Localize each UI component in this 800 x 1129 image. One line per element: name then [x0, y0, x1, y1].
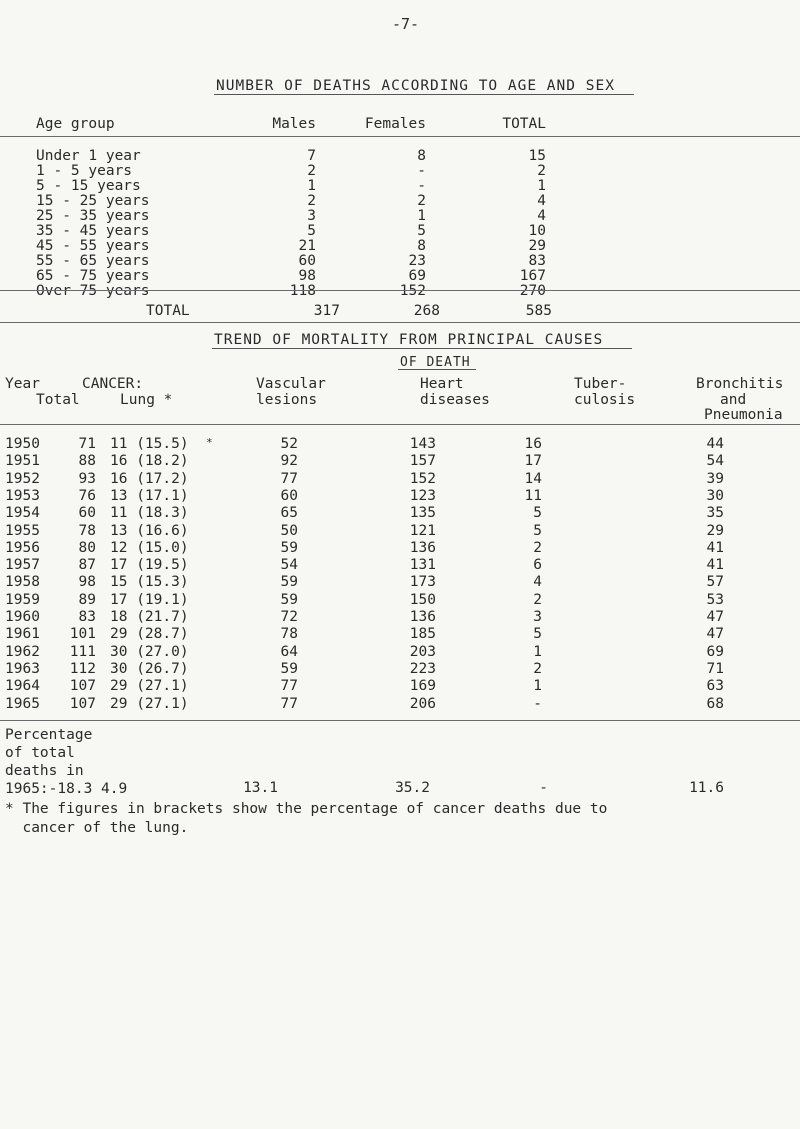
males-cell: 118	[289, 283, 316, 299]
vascular-lesions-cell: 64	[280, 643, 298, 660]
year-cell: 1953	[5, 487, 40, 504]
table1-total-rule-bottom	[0, 322, 800, 323]
header-heart: Heart	[420, 376, 464, 392]
total-cell: 4	[537, 208, 546, 224]
table1-total-row	[0, 303, 800, 322]
total-cell: 270	[519, 283, 546, 299]
percentage-label-2: of total	[5, 745, 75, 761]
page-number: -7-	[392, 15, 420, 33]
tuberculosis-cell: 4	[533, 574, 542, 591]
table2-title: TREND OF MORTALITY FROM PRINCIPAL CAUSES	[214, 332, 604, 348]
vascular-lesions-cell: 92	[280, 453, 298, 470]
bronchitis-pneumonia-cell: 63	[706, 678, 724, 695]
table2-title-underline	[212, 348, 632, 349]
age-group-cell: Over 75 years	[36, 283, 150, 299]
lung-cancer-cell: 30 (26.7)	[110, 660, 189, 677]
year-cell: 1950	[5, 436, 40, 452]
tuberculosis-cell: 11	[524, 487, 542, 504]
vascular-lesions-cell: 59	[280, 574, 298, 591]
males-cell: 1	[307, 178, 316, 194]
footnote-marker: *	[206, 436, 213, 449]
total-cell: 4	[537, 193, 546, 209]
table2-header-rule	[0, 424, 800, 425]
year-row	[0, 661, 800, 680]
percentage-label-3: deaths in	[5, 763, 84, 779]
header-males: Males	[272, 116, 316, 132]
males-cell: 98	[298, 268, 316, 284]
table1-header-row	[0, 116, 800, 135]
header-total: TOTAL	[502, 116, 546, 132]
year-row	[0, 574, 800, 593]
vascular-lesions-cell: 59	[280, 660, 298, 677]
age-group-cell: 15 - 25 years	[36, 193, 150, 209]
heart-diseases-cell: 169	[409, 678, 436, 695]
cancer-total-cell: 111	[69, 643, 96, 660]
tuberculosis-cell: 2	[533, 660, 542, 677]
cancer-total-cell: 112	[69, 660, 96, 677]
header-age-group: Age group	[36, 116, 115, 132]
bronchitis-pneumonia-cell: 41	[706, 557, 724, 574]
heart-diseases-cell: 136	[409, 609, 436, 625]
table2-bottom-rule	[0, 720, 800, 721]
percentage-values-row	[0, 780, 800, 799]
total-cell: 83	[528, 253, 546, 269]
cancer-total-cell: 101	[69, 626, 96, 643]
heart-diseases-cell: 203	[409, 643, 436, 660]
year-row	[0, 436, 800, 455]
tuberculosis-cell: 5	[533, 626, 542, 643]
year-cell: 1961	[5, 626, 40, 643]
age-group-cell: 45 - 55 years	[36, 238, 150, 254]
females-cell: 2	[417, 193, 426, 209]
year-row	[0, 453, 800, 472]
cancer-total-cell: 87	[78, 557, 96, 574]
header-bronchitis-2: and	[720, 392, 747, 408]
age-row	[0, 283, 800, 302]
heart-diseases-cell: 136	[409, 539, 436, 556]
bronchitis-pneumonia-cell: 47	[706, 626, 724, 643]
cancer-total-cell: 76	[78, 487, 96, 504]
year-cell: 1959	[5, 591, 40, 608]
vascular-lesions-cell: 65	[280, 505, 298, 522]
percentage-label-1: Percentage	[5, 727, 93, 743]
cancer-total-cell: 83	[78, 609, 96, 625]
cancer-total-cell: 107	[69, 695, 96, 712]
lung-cancer-cell: 29 (27.1)	[110, 695, 189, 712]
header-total: Total	[36, 392, 80, 408]
table2-subtitle: OF DEATH	[400, 355, 471, 370]
lung-cancer-cell: 16 (17.2)	[110, 470, 189, 487]
total-males: 317	[313, 303, 340, 319]
heart-diseases-cell: 150	[409, 591, 436, 608]
total-cell: 1	[537, 178, 546, 194]
females-cell: 8	[417, 238, 426, 254]
lung-cancer-cell: 13 (17.1)	[110, 487, 189, 504]
females-cell: 23	[408, 253, 426, 269]
header-year: Year	[5, 376, 40, 392]
heart-diseases-cell: 152	[409, 470, 436, 487]
heart-diseases-cell: 157	[409, 453, 436, 470]
lung-cancer-cell: 18 (21.7)	[110, 609, 189, 625]
females-cell: 69	[408, 268, 426, 284]
year-cell: 1952	[5, 470, 40, 487]
age-group-cell: Under 1 year	[36, 148, 141, 164]
lung-cancer-cell: 17 (19.5)	[110, 557, 189, 574]
age-group-cell: 35 - 45 years	[36, 223, 150, 239]
heart-diseases-cell: 143	[409, 436, 436, 452]
females-cell: 5	[417, 223, 426, 239]
year-row	[0, 609, 800, 628]
bronchitis-pneumonia-cell: 39	[706, 470, 724, 487]
year-cell: 1951	[5, 453, 40, 470]
header-vascular-2: lesions	[256, 392, 318, 408]
lung-cancer-cell: 30 (27.0)	[110, 643, 189, 660]
percentage-label-4: 1965:-18.3 4.9	[5, 781, 128, 797]
cancer-total-cell: 89	[78, 591, 96, 608]
heart-diseases-cell: 121	[409, 522, 436, 539]
vascular-lesions-cell: 59	[280, 539, 298, 556]
females-cell: -	[417, 163, 426, 179]
percentage-bronchitis: 11.6	[689, 780, 724, 796]
males-cell: 7	[307, 148, 316, 164]
year-cell: 1960	[5, 609, 40, 625]
table1-title: NUMBER OF DEATHS ACCORDING TO AGE AND SEX	[216, 78, 615, 94]
males-cell: 5	[307, 223, 316, 239]
vascular-lesions-cell: 50	[280, 522, 298, 539]
lung-cancer-cell: 11 (18.3)	[110, 505, 189, 522]
tuberculosis-cell: 1	[533, 643, 542, 660]
lung-cancer-cell: 16 (18.2)	[110, 453, 189, 470]
year-row	[0, 557, 800, 576]
table2-subtitle-underline	[398, 369, 476, 370]
heart-diseases-cell: 173	[409, 574, 436, 591]
cancer-total-cell: 80	[78, 539, 96, 556]
cancer-total-cell: 107	[69, 678, 96, 695]
heart-diseases-cell: 206	[409, 695, 436, 712]
bronchitis-pneumonia-cell: 57	[706, 574, 724, 591]
tuberculosis-cell: 3	[533, 609, 542, 625]
total-cell: 29	[528, 238, 546, 254]
table1-title-underline	[214, 94, 634, 95]
total-cell: 2	[537, 163, 546, 179]
age-group-cell: 5 - 15 years	[36, 178, 141, 194]
tuberculosis-cell: 14	[524, 470, 542, 487]
bronchitis-pneumonia-cell: 35	[706, 505, 724, 522]
footnote	[5, 800, 607, 838]
percentage-vascular: 13.1	[243, 780, 278, 796]
males-cell: 2	[307, 163, 316, 179]
year-cell: 1957	[5, 557, 40, 574]
bronchitis-pneumonia-cell: 53	[706, 591, 724, 608]
heart-diseases-cell: 223	[409, 660, 436, 677]
percentage-tuber: -	[539, 780, 548, 796]
year-row	[0, 523, 800, 542]
vascular-lesions-cell: 54	[280, 557, 298, 574]
year-row	[0, 592, 800, 611]
cancer-total-cell: 93	[78, 470, 96, 487]
year-cell: 1964	[5, 678, 40, 695]
tuberculosis-cell: 2	[533, 591, 542, 608]
bronchitis-pneumonia-cell: 69	[706, 643, 724, 660]
females-cell: 152	[399, 283, 426, 299]
year-cell: 1954	[5, 505, 40, 522]
bronchitis-pneumonia-cell: 54	[706, 453, 724, 470]
lung-cancer-cell: 11 (15.5)	[110, 436, 189, 452]
total-cell: 167	[519, 268, 546, 284]
year-row	[0, 505, 800, 524]
total-total: 585	[525, 303, 552, 319]
females-cell: -	[417, 178, 426, 194]
heart-diseases-cell: 131	[409, 557, 436, 574]
year-cell: 1958	[5, 574, 40, 591]
header-females: Females	[364, 116, 426, 132]
heart-diseases-cell: 123	[409, 487, 436, 504]
year-row	[0, 488, 800, 507]
cancer-total-cell: 78	[78, 522, 96, 539]
males-cell: 3	[307, 208, 316, 224]
lung-cancer-cell: 15 (15.3)	[110, 574, 189, 591]
age-group-cell: 25 - 35 years	[36, 208, 150, 224]
header-tuber: Tuber-	[574, 376, 627, 392]
lung-cancer-cell: 17 (19.1)	[110, 591, 189, 608]
header-tuber-2: culosis	[574, 392, 636, 408]
year-cell: 1963	[5, 660, 40, 677]
heart-diseases-cell: 185	[409, 626, 436, 643]
header-bronchitis-3: Pneumonia	[704, 407, 783, 423]
vascular-lesions-cell: 78	[280, 626, 298, 643]
tuberculosis-cell: -	[533, 695, 542, 712]
header-cancer: CANCER:	[82, 376, 144, 392]
age-group-cell: 1 - 5 years	[36, 163, 133, 179]
lung-cancer-cell: 29 (27.1)	[110, 678, 189, 695]
total-cell: 10	[528, 223, 546, 239]
year-row	[0, 696, 800, 715]
cancer-total-cell: 60	[78, 505, 96, 522]
cancer-total-cell: 71	[78, 436, 96, 452]
age-group-cell: 55 - 65 years	[36, 253, 150, 269]
lung-cancer-cell: 13 (16.6)	[110, 522, 189, 539]
year-cell: 1955	[5, 522, 40, 539]
year-row	[0, 471, 800, 490]
bronchitis-pneumonia-cell: 41	[706, 539, 724, 556]
bronchitis-pneumonia-cell: 29	[706, 522, 724, 539]
year-cell: 1965	[5, 695, 40, 712]
vascular-lesions-cell: 77	[280, 695, 298, 712]
footnote-line-2: cancer of the lung.	[5, 820, 189, 836]
bronchitis-pneumonia-cell: 71	[706, 660, 724, 677]
vascular-lesions-cell: 60	[280, 487, 298, 504]
footnote-line-1: * The figures in brackets show the percentage of cancer deaths due to	[5, 801, 608, 817]
age-group-cell: 65 - 75 years	[36, 268, 150, 284]
tuberculosis-cell: 1	[533, 678, 542, 695]
vascular-lesions-cell: 52	[280, 436, 298, 452]
total-label: TOTAL	[146, 303, 190, 319]
tuberculosis-cell: 2	[533, 539, 542, 556]
lung-cancer-cell: 12 (15.0)	[110, 539, 189, 556]
header-vascular: Vascular	[256, 376, 326, 392]
tuberculosis-cell: 6	[533, 557, 542, 574]
vascular-lesions-cell: 77	[280, 470, 298, 487]
lung-cancer-cell: 29 (28.7)	[110, 626, 189, 643]
year-cell: 1962	[5, 643, 40, 660]
percentage-heart: 35.2	[395, 780, 430, 796]
table1-header-rule	[0, 136, 800, 137]
header-bronchitis: Bronchitis	[696, 376, 784, 392]
tuberculosis-cell: 5	[533, 522, 542, 539]
year-row	[0, 644, 800, 663]
year-row	[0, 626, 800, 645]
cancer-total-cell: 98	[78, 574, 96, 591]
vascular-lesions-cell: 59	[280, 591, 298, 608]
year-cell: 1956	[5, 539, 40, 556]
vascular-lesions-cell: 72	[280, 609, 298, 625]
females-cell: 8	[417, 148, 426, 164]
year-row	[0, 540, 800, 559]
tuberculosis-cell: 16	[524, 436, 542, 452]
cancer-total-cell: 88	[78, 453, 96, 470]
vascular-lesions-cell: 77	[280, 678, 298, 695]
bronchitis-pneumonia-cell: 44	[706, 436, 724, 452]
total-females: 268	[413, 303, 440, 319]
males-cell: 60	[298, 253, 316, 269]
males-cell: 2	[307, 193, 316, 209]
bronchitis-pneumonia-cell: 30	[706, 487, 724, 504]
females-cell: 1	[417, 208, 426, 224]
year-row	[0, 678, 800, 697]
tuberculosis-cell: 17	[524, 453, 542, 470]
header-lung: Lung *	[120, 392, 173, 408]
total-cell: 15	[528, 148, 546, 164]
tuberculosis-cell: 5	[533, 505, 542, 522]
table1-total-rule-top	[0, 290, 800, 291]
header-heart-2: diseases	[420, 392, 490, 408]
bronchitis-pneumonia-cell: 47	[706, 609, 724, 625]
males-cell: 21	[298, 238, 316, 254]
bronchitis-pneumonia-cell: 68	[706, 695, 724, 712]
heart-diseases-cell: 135	[409, 505, 436, 522]
